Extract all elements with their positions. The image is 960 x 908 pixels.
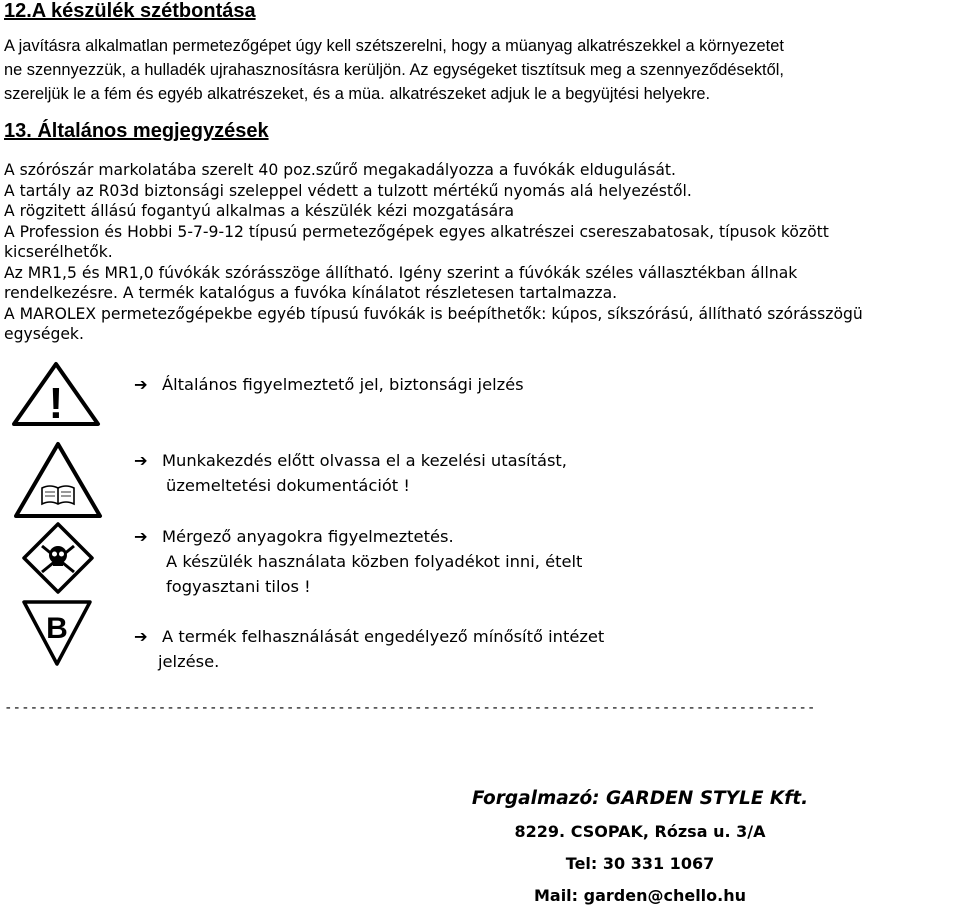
body-line: A rögzitett állású fogantyú alkalmas a készülék kézi mozgatására: [4, 202, 515, 220]
body-line: A MAROLEX permetezőgépekbe egyéb típusú fuvókák is beépíthetők: kúpos, síkszórású, állítható szórásszögü: [4, 304, 863, 323]
body-line: A tartály az R03d biztonsági szeleppel védett a tulzott mértékű nyomás alá helyezéstől.: [4, 181, 692, 200]
arrow-right-icon: ➔: [134, 627, 148, 646]
section-13-title: 13. Általános megjegyzések: [4, 120, 269, 142]
note-certification: [134, 624, 604, 674]
note-line: jelzése.: [158, 652, 220, 671]
arrow-right-icon: ➔: [134, 527, 148, 546]
footer-email: Mail: garden@chello.hu: [533, 886, 747, 905]
note-manual: [134, 448, 567, 498]
b-certification-icon: [20, 598, 94, 668]
arrow-right-icon: ➔: [134, 451, 148, 470]
section-12-paragraph: [4, 34, 956, 106]
note-line: Mérgező anyagokra figyelmeztetés.: [162, 527, 454, 546]
note-line: A készülék használata közben folyadékot inni, ételt: [166, 552, 583, 571]
body-line: A Profession és Hobbi 5-7-9-12 típusú permetezőgépek egyes alkatrészei csereszabatosak, típusok között: [4, 222, 829, 241]
paragraph-line: szereljük le a fém és egyéb alkatrészeket, és a müa. alkatrészeket adjuk le a begyüjtési helyekre.: [4, 85, 711, 103]
open-book-icon: [12, 440, 104, 520]
body-line: egységek.: [4, 325, 84, 343]
note-line: fogyasztani tilos !: [166, 577, 311, 596]
paragraph-line: A javításra alkalmatlan permetezőgépet úgy kell szétszerelni, hogy a müanyag alkatrészekkel a környezetet: [4, 37, 784, 55]
section-12-title: 12.A készülék szétbontása: [4, 0, 256, 22]
body-line: Az MR1,5 és MR1,0 fúvókák szórásszöge állítható. Igény szerint a fúvókák széles vállasztékban állnak: [4, 263, 798, 282]
paragraph-line: ne szennyezzük, a hulladék ujrahasznosításra kerüljön. Az egységeket tisztítsuk meg a szennyeződésektől,: [4, 61, 784, 79]
skull-crossbones-icon: [22, 522, 94, 594]
note-line: üzemeltetési dokumentációt !: [166, 476, 410, 495]
body-line: rendelkezésre. A termék katalógus a fuvóka kínálatot részletesen tartalmazza.: [4, 284, 618, 302]
dashed-separator: -----------------------------------------------------------------------------------------------: [4, 700, 816, 716]
footer-phone: Tel: 30 331 1067: [565, 854, 715, 873]
body-line: A szórószár markolatába szerelt 40 poz.szűrő megakadályozza a fuvókák eldugulását.: [4, 161, 676, 179]
certification-glyph: B: [46, 612, 68, 645]
warning-triangle-icon: [10, 360, 102, 428]
body-line: kicserélhetők.: [4, 243, 113, 261]
footer-distributor: Forgalmazó: GARDEN STYLE Kft.: [471, 788, 809, 809]
note-line: A termék felhasználását engedélyező mínősítő intézet: [162, 627, 605, 646]
section-13-body: [4, 160, 863, 345]
footer-address: 8229. CSOPAK, Rózsa u. 3/A: [514, 822, 766, 841]
note-toxic: [134, 524, 582, 599]
warning-glyph: !: [48, 379, 64, 428]
note-line: Munkakezdés előtt olvassa el a kezelési utasítást,: [162, 451, 567, 470]
note-line: Általános figyelmeztető jel, biztonsági jelzés: [162, 375, 524, 394]
arrow-right-icon: ➔: [134, 375, 148, 394]
note-warning: [134, 372, 524, 397]
